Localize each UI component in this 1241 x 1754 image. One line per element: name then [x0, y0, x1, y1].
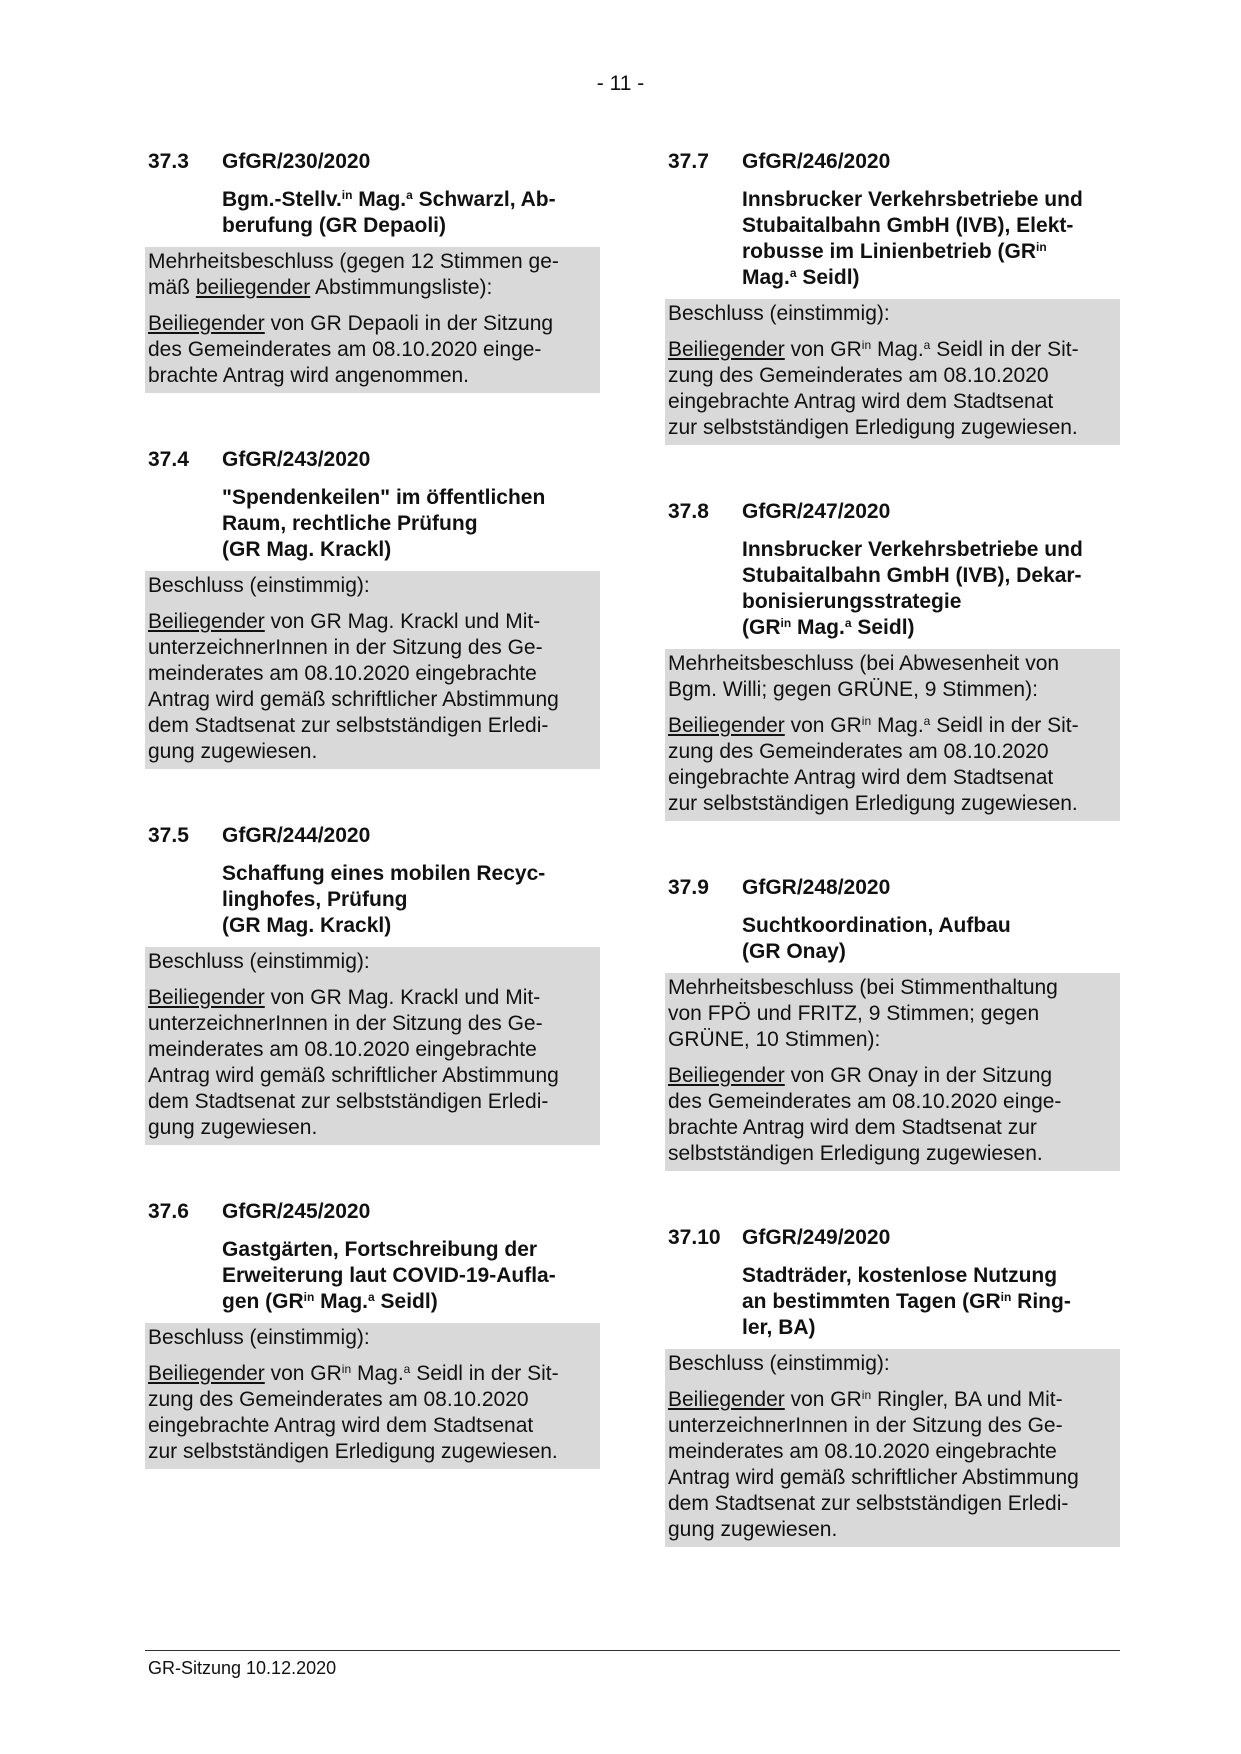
decision-result: Beschluss (einstimmig):: [148, 574, 370, 597]
item-title: Schaffung eines mobilen Recyc- linghofes, Prüfung (GR Mag. Krackl): [222, 862, 546, 937]
item-header: [148, 823, 600, 849]
footer-text: GR-Sitzung 10.12.2020: [148, 1658, 337, 1678]
item-code: GfGR/230/2020: [222, 150, 371, 173]
item-title: "Spendenkeilen" im öffentlichen Raum, rechtliche Prüfung (GR Mag. Krackl): [222, 486, 546, 561]
decision-box: [665, 299, 1120, 445]
decision-box: [145, 1323, 600, 1469]
decision-box: [145, 947, 600, 1145]
item-header: [148, 1199, 600, 1225]
item-number: 37.10: [668, 1226, 721, 1249]
page-number: - 11 -: [596, 72, 645, 95]
item-title: Gastgärten, Fortschreibung der Erweiterung laut COVID-19-Aufla- gen ($GR^{in}$ Mag.$^a$ Seidl): [222, 1238, 556, 1313]
item-title: Innsbrucker Verkehrsbetriebe und Stubaitalbahn GmbH (IVB), Dekar- bonisierungsstrategie ($GR^{in}$ Mag.$^a$ Seidl): [742, 538, 1083, 639]
decision-box: [665, 973, 1120, 1171]
decision-result: Mehrheitsbeschluss (bei Stimmenthaltung von FPÖ und FRITZ, 9 Stimmen; gegen GRÜNE, 10 Stimmen):: [668, 976, 1058, 1051]
item-header: [668, 499, 1120, 525]
decision-result: Mehrheitsbeschluss (gegen 12 Stimmen ge- mäß beiliegender Abstimmungsliste):: [148, 250, 559, 299]
item-number: 37.3: [148, 150, 189, 173]
decision-text: Beiliegender von GR Depaoli in der Sitzung des Gemeinderates am 08.10.2020 einge- brachte Antrag wird angenommen.: [148, 312, 554, 387]
decision-box: [665, 1349, 1120, 1547]
item-header: [668, 149, 1120, 175]
decision-result: Beschluss (einstimmig):: [668, 1352, 890, 1375]
item-title: Stadträder, kostenlose Nutzung an bestimmten Tagen ($GR^{in}$ Ring- ler, BA): [742, 1264, 1071, 1339]
item-code: GfGR/249/2020: [742, 1226, 891, 1249]
decision-text: Beiliegender von GR Mag. Krackl und Mit- unterzeichnerInnen in der Sitzung des Ge- meinderates am 08.10.2020 eingebrachte Antrag wird gemäß schriftlicher Abstimmung dem Stadtsenat zur selbstständigen Erledi- gung zugewiesen.: [148, 986, 559, 1139]
item-number: 37.7: [668, 150, 709, 173]
item-header: [668, 1225, 1120, 1251]
decision-result: Beschluss (einstimmig):: [668, 302, 890, 325]
item-code: GfGR/246/2020: [742, 150, 891, 173]
agenda-item: [145, 447, 600, 769]
item-code: GfGR/244/2020: [222, 824, 371, 847]
item-code: GfGR/245/2020: [222, 1200, 371, 1223]
item-code: GfGR/248/2020: [742, 876, 891, 899]
item-code: GfGR/243/2020: [222, 448, 371, 471]
decision-text: Beiliegender von $GR^{in}$ Mag.$^a$ Seidl in der Sit- zung des Gemeinderates am 08.10.2020 eingebrachte Antrag wird dem Stadtsenat zur selbstständigen Erledigung zugewiesen.: [148, 1362, 559, 1463]
agenda-item: [665, 1225, 1120, 1547]
agenda-item: [145, 1199, 600, 1469]
item-header: [668, 875, 1120, 901]
decision-box: [145, 247, 600, 393]
item-number: 37.9: [668, 876, 709, 899]
footer-divider: [145, 1650, 1120, 1651]
decision-result: Beschluss (einstimmig):: [148, 1326, 370, 1349]
decision-text: Beiliegender von GR Mag. Krackl und Mit- unterzeichnerInnen in der Sitzung des Ge- meinderates am 08.10.2020 eingebrachte Antrag wird gemäß schriftlicher Abstimmung dem Stadtsenat zur selbstständigen Erledi- gung zugewiesen.: [148, 610, 559, 763]
decision-text: Beiliegender von $GR^{in}$ Mag.$^a$ Seidl in der Sit- zung des Gemeinderates am 08.10.2020 eingebrachte Antrag wird dem Stadtsenat zur selbstständigen Erledigung zugewiesen.: [668, 338, 1079, 439]
item-header: [148, 447, 600, 473]
agenda-item: [665, 499, 1120, 821]
agenda-item: [145, 823, 600, 1145]
decision-box: [665, 649, 1120, 821]
decision-result: Beschluss (einstimmig):: [148, 950, 370, 973]
item-number: 37.4: [148, 448, 189, 471]
item-number: 37.5: [148, 824, 189, 847]
left-column: [145, 149, 600, 1523]
decision-result: Mehrheitsbeschluss (bei Abwesenheit von Bgm. Willi; gegen GRÜNE, 9 Stimmen):: [668, 652, 1060, 701]
item-header: [148, 149, 600, 175]
decision-box: [145, 571, 600, 769]
item-number: 37.8: [668, 500, 709, 523]
agenda-item: [145, 149, 600, 393]
decision-text: Beiliegender von $GR^{in}$ Ringler, BA und Mit- unterzeichnerInnen in der Sitzung des Ge- meinderates am 08.10.2020 eingebrachte Antrag wird gemäß schriftlicher Abstimmung dem Stadtsenat zur selbstständigen Erledi- gung zugewiesen.: [668, 1388, 1079, 1541]
item-title: Innsbrucker Verkehrsbetriebe und Stubaitalbahn GmbH (IVB), Elekt- robusse im Linienbetrieb ($GR^{in}$ Mag.$^a$ Seidl): [742, 188, 1083, 289]
item-number: 37.6: [148, 1200, 189, 1223]
agenda-item: [665, 875, 1120, 1171]
agenda-item: [665, 149, 1120, 445]
decision-text: Beiliegender von $GR^{in}$ Mag.$^a$ Seidl in der Sit- zung des Gemeinderates am 08.10.2020 eingebrachte Antrag wird dem Stadtsenat zur selbstständigen Erledigung zugewiesen.: [668, 714, 1079, 815]
item-code: GfGR/247/2020: [742, 500, 891, 523]
item-title: Suchtkoordination, Aufbau (GR Onay): [742, 914, 1011, 963]
right-column: [665, 149, 1120, 1601]
decision-text: Beiliegender von GR Onay in der Sitzung des Gemeinderates am 08.10.2020 einge- brachte Antrag wird dem Stadtsenat zur selbstständigen Erledigung zugewiesen.: [668, 1064, 1062, 1165]
item-title: Bgm.-Stellv.$^{in}$ Mag.$^a$ Schwarzl, Ab- berufung (GR Depaoli): [222, 188, 556, 237]
